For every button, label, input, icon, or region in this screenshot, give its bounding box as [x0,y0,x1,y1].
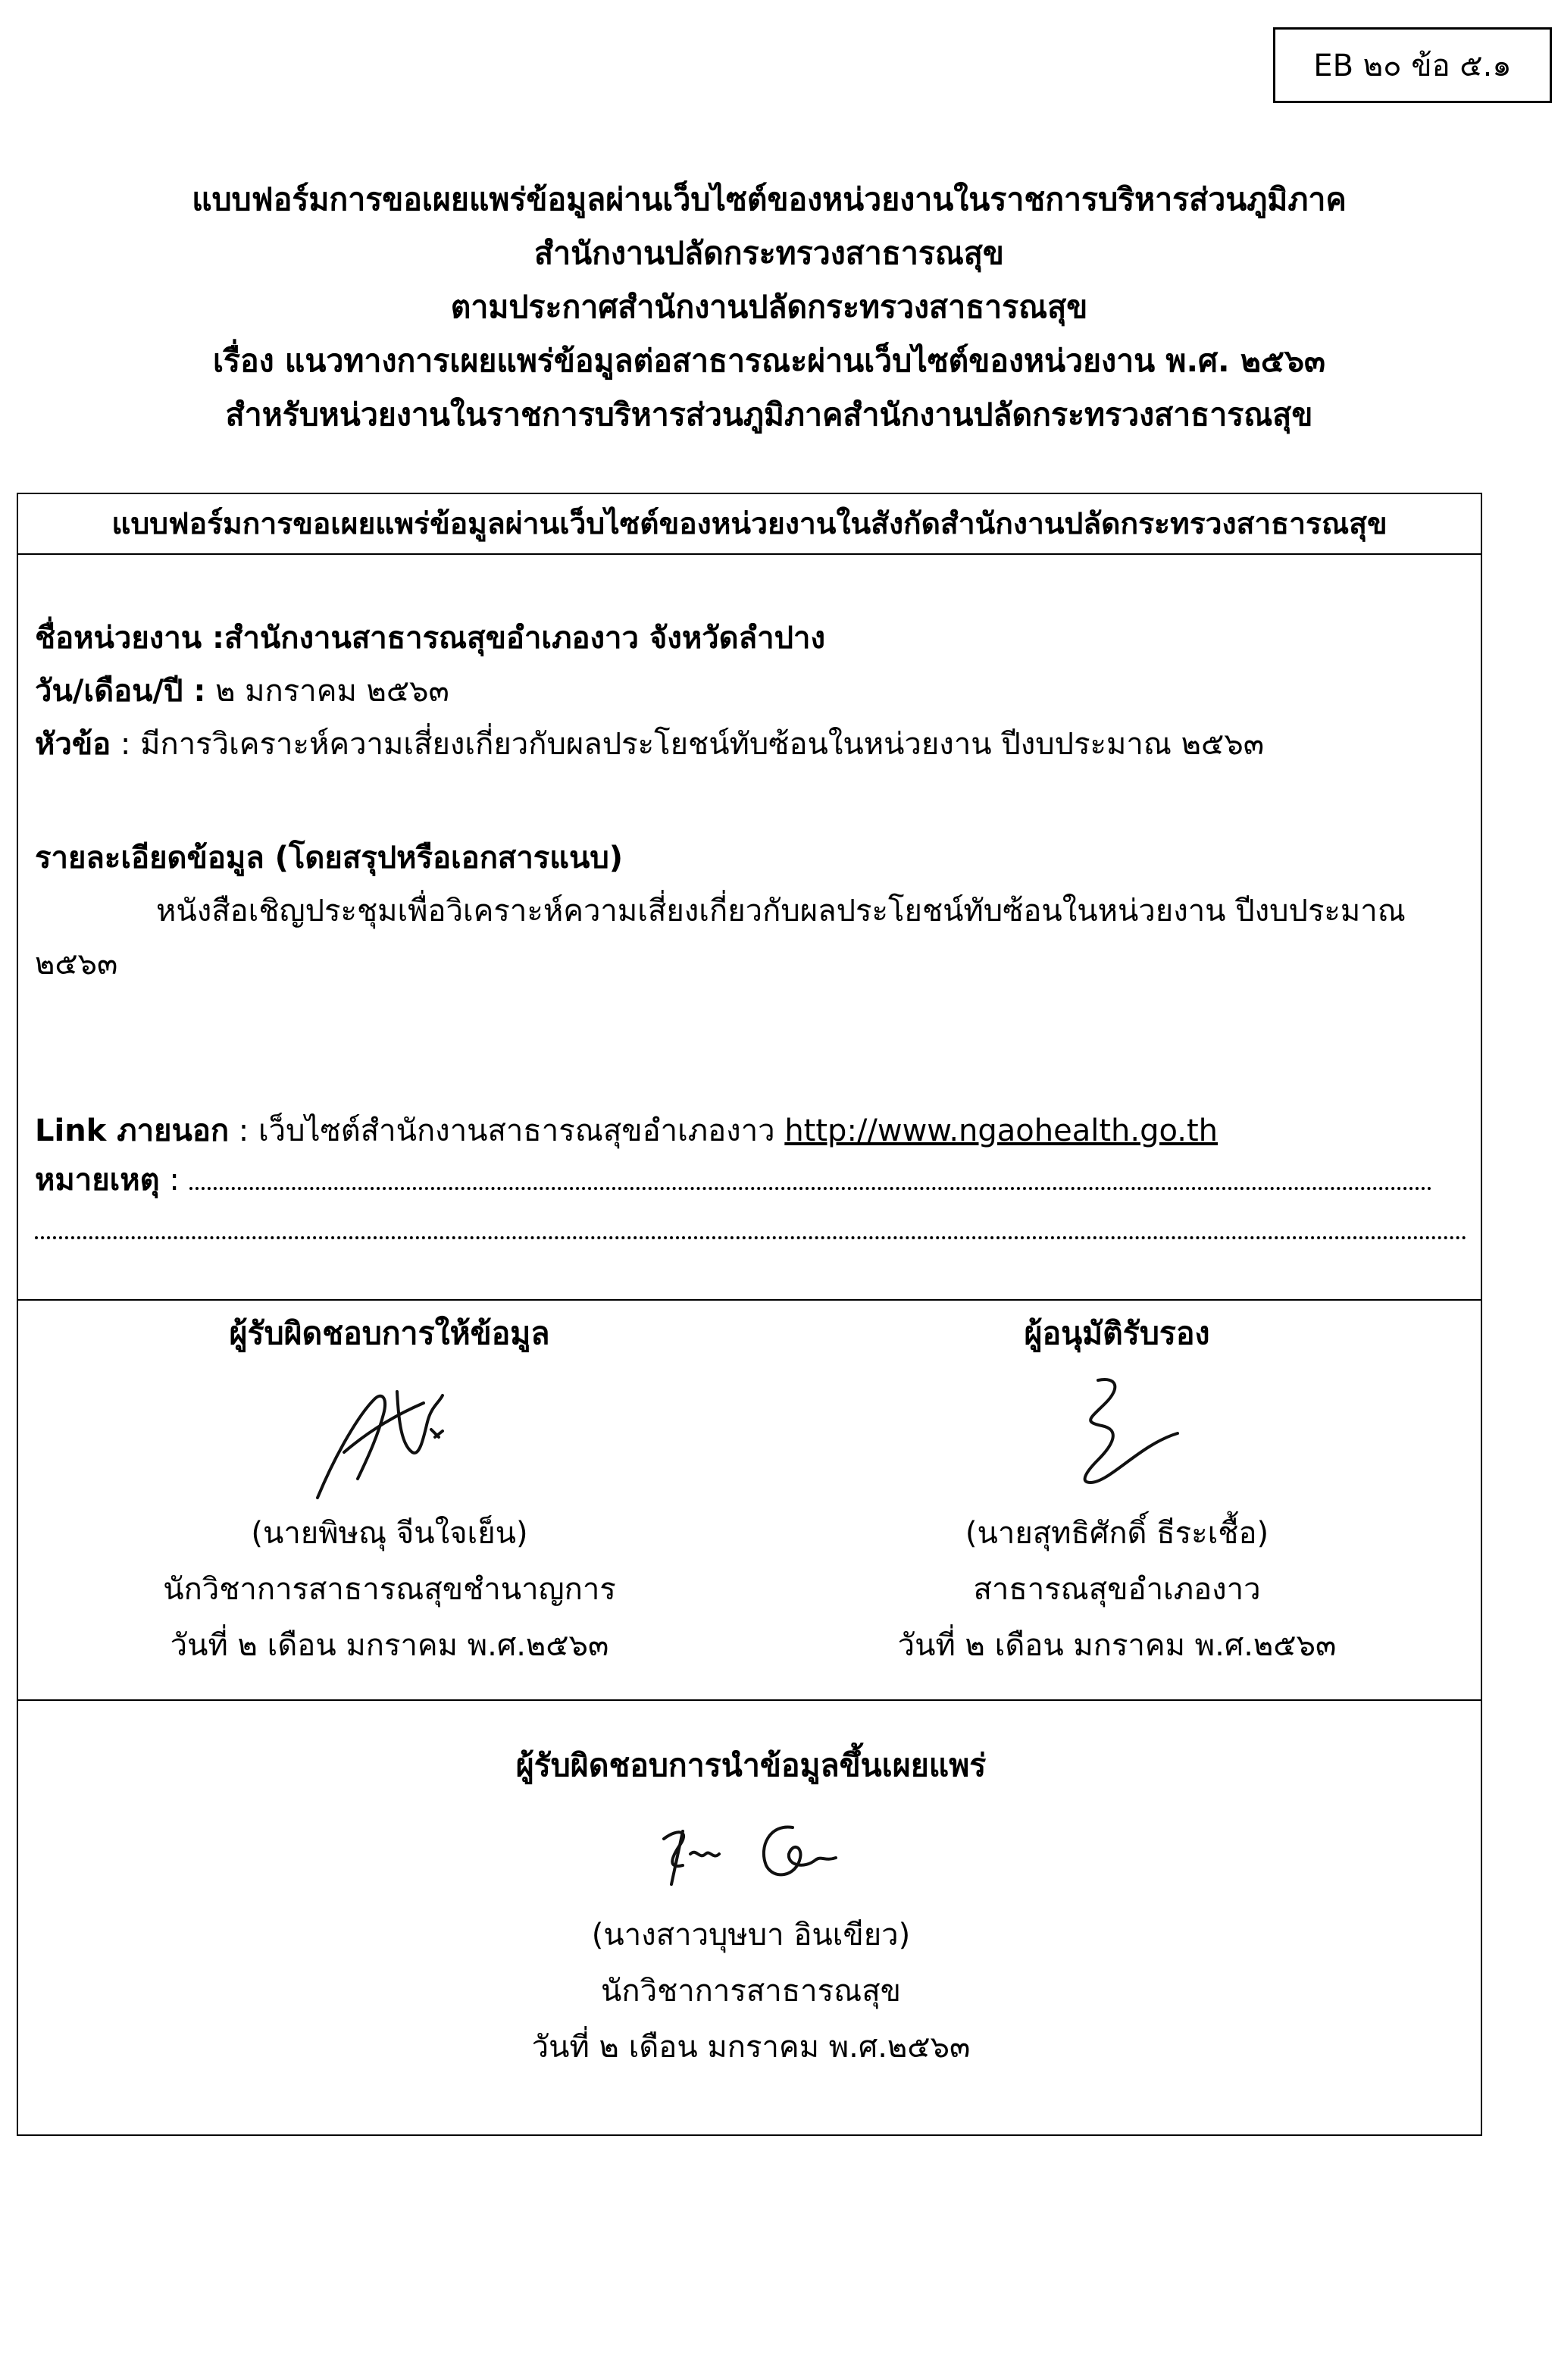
publisher-signature-block [372,1737,1130,2075]
remark-label: หมายเหตุ [35,1163,160,1198]
subject-label: หัวข้อ [35,727,111,762]
document-reference-box [1273,27,1552,103]
approver-heading: ผู้อนุมัติรับรอง [1024,1315,1210,1351]
date-value: ๒ มกราคม ๒๕๖๓ [205,674,449,709]
date-label: วัน/เดือน/ปี : [35,674,206,709]
remark-row-2 [35,1207,1467,1252]
publisher-heading: ผู้รับผิดชอบการนำข้อมูลขึ้นเผยแพร่ [515,1747,987,1783]
provider-name: (นายพิษณุ จีนใจเย็น) [251,1516,528,1551]
details-text: หนังสือเชิญประชุมเพื่อวิเคราะห์ความเสี่ยงเกี่ยวกับผลประโยชน์ทับซ้อนในหน่วยงาน ปีงบประมาณ [156,894,1406,929]
header-line-5: สำหรับหน่วยงานในราชการบริหารส่วนภูมิภาคสำนักงานปลัดกระทรวงสาธารณสุข [225,396,1313,433]
remark-dotted-line-2 [35,1236,1467,1239]
remark-dotted-line [189,1187,1432,1190]
publisher-date: วันที่ ๒ เดือน มกราคม พ.ศ.๒๕๖๓ [531,2030,971,2065]
provider-heading: ผู้รับผิดชอบการให้ข้อมูล [229,1315,550,1351]
details-text-line-2 [35,941,117,987]
provider-signature-block [48,1305,731,1674]
publisher-name: (นางสาวบุษบา อินเขียว) [591,1918,911,1953]
agency-row [35,615,825,661]
provider-signature-icon [299,1361,480,1505]
form-divider-2 [18,1299,1481,1301]
document-reference: EB ๒๐ ข้อ ๕.๑ [1313,49,1512,83]
external-link-row [35,1108,1218,1154]
external-link-label: Link ภายนอก [35,1113,230,1148]
publisher-position: นักวิชาการสาธารณสุข [601,1974,901,2009]
details-text-continued: ๒๕๖๓ [35,947,118,982]
approver-signature-icon [1026,1361,1208,1505]
remark-row [35,1157,1432,1203]
approver-position: สาธารณสุขอำเภองาว [973,1572,1261,1607]
header-line-4: เรื่อง แนวทางการเผยแพร่ข้อมูลต่อสาธารณะผ่านเว็บไซต์ของหน่วยงาน พ.ศ. ๒๕๖๓ [212,343,1326,379]
form-divider-1 [18,553,1481,555]
date-row [35,669,449,714]
details-text-line-1 [156,888,1406,934]
header-line-1: แบบฟอร์มการขอเผยแพร่ข้อมูลผ่านเว็บไซต์ของหน่วยงานในราชการบริหารส่วนภูมิภาค [192,181,1347,218]
subject-row [35,722,1264,767]
provider-date: วันที่ ๒ เดือน มกราคม พ.ศ.๒๕๖๓ [170,1628,609,1663]
approver-date: วันที่ ๒ เดือน มกราคม พ.ศ.๒๕๖๓ [897,1628,1337,1663]
remark-separator: : [159,1163,189,1198]
form-divider-3 [18,1699,1481,1701]
details-label-row [35,835,623,881]
form-title: แบบฟอร์มการขอเผยแพร่ข้อมูลผ่านเว็บไซต์ของหน่วยงานในสังกัดสำนักงานปลัดกระทรวงสาธารณสุข [111,507,1387,541]
document-header [30,173,1508,442]
publisher-signature-icon [637,1793,865,1907]
subject-value: : มีการวิเคราะห์ความเสี่ยงเกี่ยวกับผลประโยชน์ทับซ้อนในหน่วยงาน ปีงบประมาณ ๒๕๖๓ [111,727,1265,762]
external-link-description: : เว็บไซต์สำนักงานสาธารณสุขอำเภองาว [229,1113,785,1148]
approver-name: (นายสุทธิศักดิ์ ธีระเชื้อ) [965,1516,1269,1551]
header-line-3: ตามประกาศสำนักงานปลัดกระทรวงสาธารณสุข [450,289,1088,325]
provider-position: นักวิชาการสาธารณสุขชำนาญการ [163,1572,616,1607]
approver-signature-block [776,1305,1458,1674]
agency-label: ชื่อหน่วยงาน : [35,621,225,656]
header-line-2: สำนักงานปลัดกระทรวงสาธารณสุข [534,235,1004,271]
agency-value: สำนักงานสาธารณสุขอำเภองาว จังหวัดลำปาง [224,621,825,656]
publication-request-form [17,493,1482,2136]
external-link-url[interactable]: http://www.ngaohealth.go.th [784,1113,1219,1148]
details-label: รายละเอียดข้อมูล (โดยสรุปหรือเอกสารแนบ) [35,841,624,875]
